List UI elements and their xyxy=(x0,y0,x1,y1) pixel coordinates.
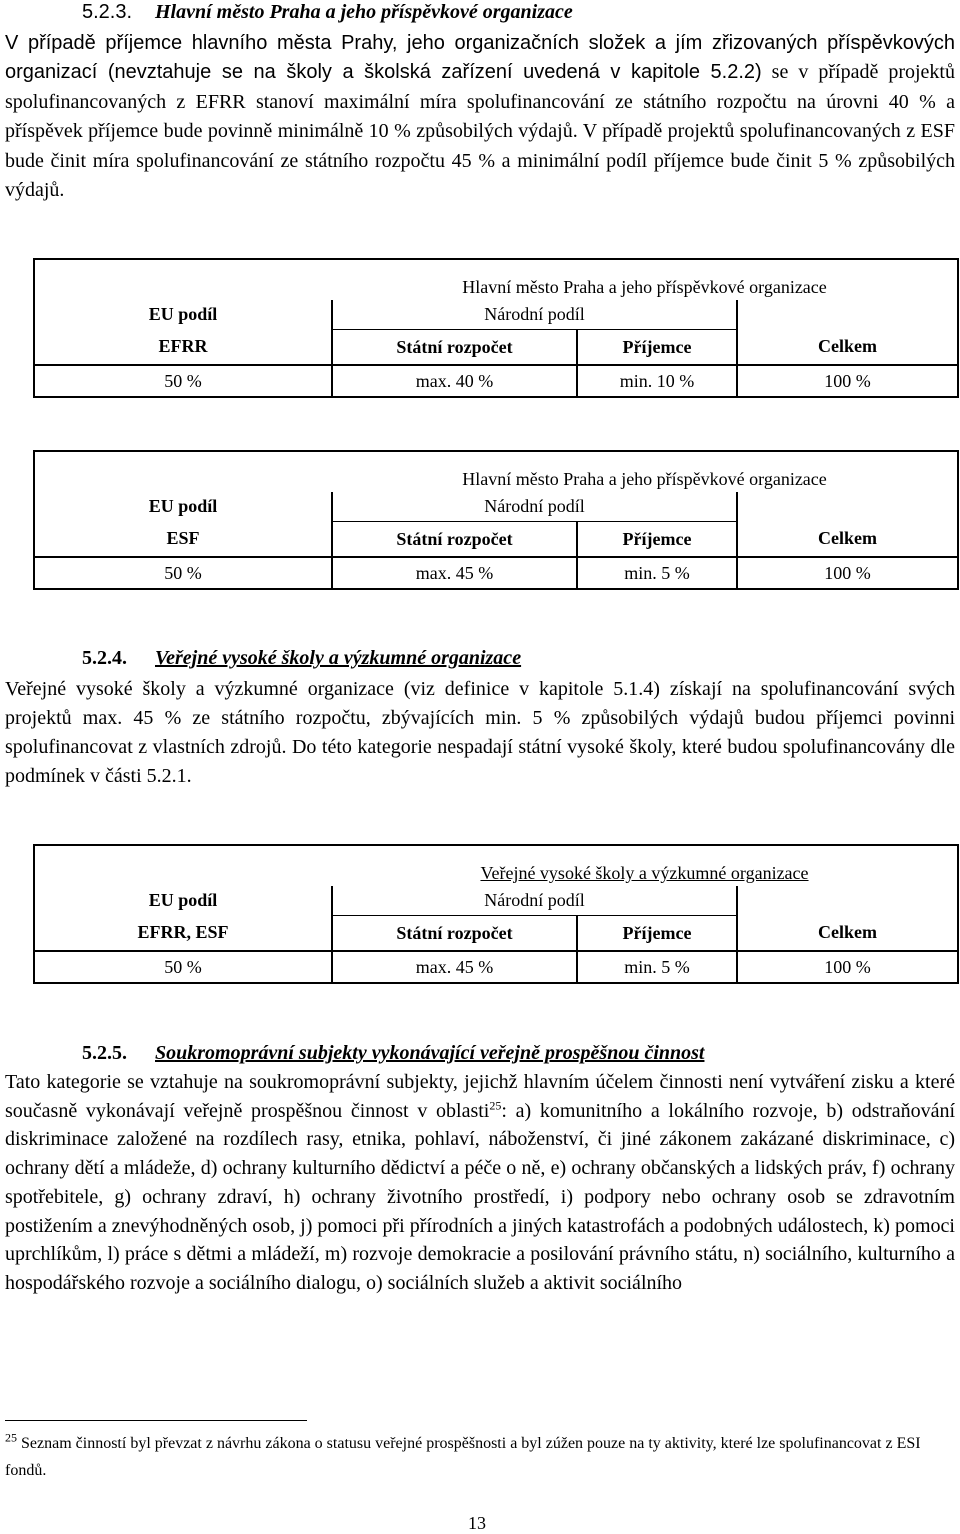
recipient-label: Příjemce xyxy=(577,522,737,558)
page-number: 13 xyxy=(468,1513,486,1533)
recipient-value: min. 10 % xyxy=(577,365,737,397)
state-budget-label: Státní rozpočet xyxy=(332,522,577,558)
section-title xyxy=(155,1,573,23)
footnote-separator xyxy=(5,1420,307,1421)
funding-table-universities xyxy=(33,844,959,984)
funding-table-esf xyxy=(33,450,959,590)
national-share-label: Národní podíl xyxy=(332,492,737,522)
state-budget-label: Státní rozpočet xyxy=(332,330,577,366)
total-label: Celkem xyxy=(737,522,958,558)
eu-share-value: 50 % xyxy=(34,365,332,397)
recipient-value: min. 5 % xyxy=(577,557,737,589)
state-budget-value: max. 45 % xyxy=(332,557,577,589)
footnote-number: 25 xyxy=(5,1430,17,1445)
table-corner xyxy=(34,451,332,492)
paragraph-part: V případě příjemce hlavního města Prahy, jeho organizačních složek a jím zřizovaných příspěvkových organizací (nevztahuje se na školy a školská zařízení uvedená v kapitole 5.2.2) xyxy=(5,32,955,84)
state-budget-value: max. 45 % xyxy=(332,951,577,983)
footnote-reference[interactable]: 25 xyxy=(489,1098,502,1113)
table-cell xyxy=(737,300,958,330)
paragraph-part: Tato kategorie se vztahuje na soukromoprávní subjekty, jejichž hlavním účelem činnosti není vytváření zisku a které současně vykonávají veřejně prospěšnou činnost v oblasti xyxy=(5,1071,955,1122)
table-title: Veřejné vysoké školy a výzkumné organizace xyxy=(332,845,958,886)
table-title: Hlavní město Praha a jeho příspěvkové organizace xyxy=(332,451,958,492)
section-paragraph-5-2-5 xyxy=(5,1068,955,1298)
recipient-label: Příjemce xyxy=(577,330,737,366)
eu-share-value: 50 % xyxy=(34,951,332,983)
section-heading-5-2-5 xyxy=(82,1041,704,1065)
footnote-text: Seznam činností byl převzat z návrhu zákona o statusu veřejné prospěšnosti a byl zúžen pouze na ty aktivity, které lze spolufinancovat z ESI fondů. xyxy=(5,1435,921,1479)
funding-table-efrr xyxy=(33,258,959,398)
table-corner xyxy=(34,259,332,300)
paragraph-part: se v případě projektů spolufinancovaných z EFRR stanoví maximální míra spolufinancování ze státního rozpočtu na úrovni 40 % a příspěvek příjemce bude povinně minimálně 10 % způsobilých výdajů. V případě projektů spolufinancovaných z ESF bude činit míra spolufinancování ze státního rozpočtu 45 % a minimální podíl příjemce bude činit 5 % způsobilých výdajů. xyxy=(5,61,955,202)
table-title: Hlavní město Praha a jeho příspěvkové organizace xyxy=(332,259,958,300)
table-cell xyxy=(737,492,958,522)
total-label: Celkem xyxy=(737,916,958,952)
fund-label: EFRR xyxy=(34,330,332,366)
section-number: 5.2.4. xyxy=(82,647,127,669)
section-title: Veřejné vysoké školy a výzkumné organizace xyxy=(155,647,522,669)
eu-share-label: EU podíl xyxy=(34,492,332,522)
section-heading-5-2-3 xyxy=(82,0,573,24)
section-title-text: Hlavní město Praha a jeho příspěvkové organizace xyxy=(155,1,573,23)
recipient-label: Příjemce xyxy=(577,916,737,952)
eu-share-value: 50 % xyxy=(34,557,332,589)
national-share-label: Národní podíl xyxy=(332,300,737,330)
table-corner xyxy=(34,845,332,886)
total-value: 100 % xyxy=(737,365,958,397)
table-cell xyxy=(737,886,958,916)
section-title: Soukromoprávní subjekty vykonávající veřejně prospěšnou činnost xyxy=(155,1042,705,1064)
footnote xyxy=(5,1430,955,1484)
recipient-value: min. 5 % xyxy=(577,951,737,983)
section-paragraph-5-2-3 xyxy=(5,29,955,205)
fund-label: ESF xyxy=(34,522,332,558)
total-label: Celkem xyxy=(737,330,958,366)
paragraph-part: : a) komunitního a lokálního rozvoje, b) odstraňování diskriminace založené na rozdílech rasy, etnika, pohlaví, náboženství, či jiné zákonem zakázané diskriminace, c) ochrany dětí a mládeže, d) ochrany kulturního dědictví a péče o ně, e) ochrany občanských a lidských práv, f) ochrany spotřebitele, g) ochrany zdraví, h) ochrany životního prostředí, i) podpory nebo ochrany osob se zdravotním postižením a znevýhodněných osob, j) pomoci při přírodních a jiných katastrofách a podobných událostech, k) pomoci uprchlíkům, l) práce s dětmi a mládeží, m) rozvoje demokracie a posilování právního státu, n) sociálního, kulturního a hospodářského rozvoje a sociálního dialogu, o) sociálních služeb a aktivit sociálního xyxy=(5,1099,956,1294)
fund-label: EFRR, ESF xyxy=(34,916,332,952)
section-paragraph-5-2-4: Veřejné vysoké školy a výzkumné organizace (viz definice v kapitole 5.1.4) získají na spolufinancování svých projektů max. 45 % ze státního rozpočtu, zbývajících min. 5 % způsobilých výdajů budou příjemci povinni spolufinancovat z vlastních zdrojů. Do této kategorie nespadají státní vysoké školy, které budou spolufinancovány dle podmínek v části 5.2.1. xyxy=(5,678,955,787)
total-value: 100 % xyxy=(737,951,958,983)
eu-share-label: EU podíl xyxy=(34,300,332,330)
state-budget-value: max. 40 % xyxy=(332,365,577,397)
section-number: 5.2.5. xyxy=(82,1042,127,1064)
eu-share-label: EU podíl xyxy=(34,886,332,916)
total-value: 100 % xyxy=(737,557,958,589)
national-share-label: Národní podíl xyxy=(332,886,737,916)
section-number: 5.2.3. xyxy=(82,1,133,23)
state-budget-label: Státní rozpočet xyxy=(332,916,577,952)
section-heading-5-2-4 xyxy=(82,646,521,670)
